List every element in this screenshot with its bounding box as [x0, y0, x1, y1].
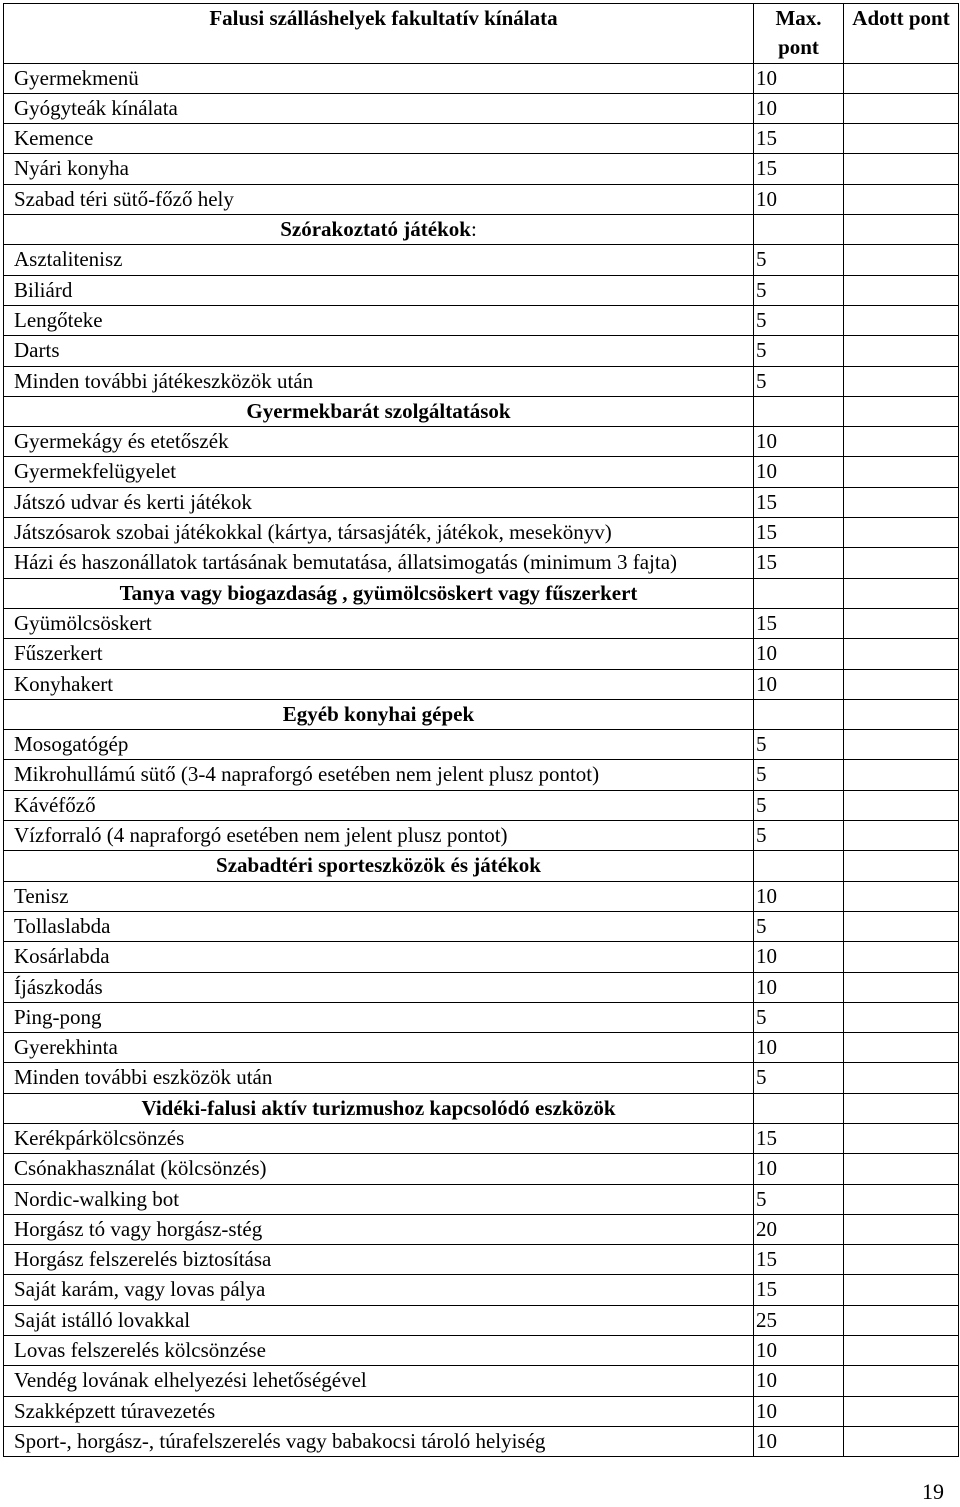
section-title — [4, 396, 754, 426]
service-name-cell: Szakképzett túravezetés — [4, 1396, 754, 1426]
max-points-cell: 15 — [754, 548, 844, 578]
awarded-points-cell — [844, 1366, 959, 1396]
max-points-cell: 15 — [754, 1275, 844, 1305]
max-points-cell: 10 — [754, 93, 844, 123]
section-header-row — [4, 215, 959, 245]
max-points-cell: 5 — [754, 760, 844, 790]
service-name-cell: Kosárlabda — [4, 942, 754, 972]
awarded-points-cell — [844, 1426, 959, 1456]
max-points-cell: 15 — [754, 154, 844, 184]
table-row — [4, 1154, 959, 1184]
max-points-cell: 15 — [754, 608, 844, 638]
section-title-text: Egyéb konyhai gépek — [282, 701, 475, 726]
section-title-text: Szórakoztató játékok — [280, 217, 471, 242]
awarded-points-cell — [844, 63, 959, 93]
table-row — [4, 1245, 959, 1275]
awarded-points-cell — [844, 1275, 959, 1305]
max-points-cell — [754, 1093, 844, 1123]
table-row — [4, 518, 959, 548]
awarded-points-header: Adott pont — [844, 4, 959, 64]
max-points-cell — [754, 215, 844, 245]
max-points-cell: 10 — [754, 881, 844, 911]
awarded-points-cell — [844, 548, 959, 578]
table-row — [4, 1123, 959, 1153]
max-points-cell: 5 — [754, 245, 844, 275]
awarded-points-cell — [844, 972, 959, 1002]
service-name-cell: Minden további játékeszközök után — [4, 366, 754, 396]
awarded-points-cell — [844, 669, 959, 699]
service-name-cell: Horgász felszerelés biztosítása — [4, 1245, 754, 1275]
awarded-points-cell — [844, 1154, 959, 1184]
service-name-cell: Fűszerkert — [4, 639, 754, 669]
table-row — [4, 1063, 959, 1093]
awarded-points-cell — [844, 1396, 959, 1426]
service-name-cell: Kerékpárkölcsönzés — [4, 1123, 754, 1153]
table-row — [4, 184, 959, 214]
max-points-cell: 10 — [754, 1154, 844, 1184]
service-name-cell: Gyermekágy és etetőszék — [4, 427, 754, 457]
max-points-cell: 10 — [754, 1366, 844, 1396]
max-points-cell: 15 — [754, 518, 844, 548]
table-row — [4, 1002, 959, 1032]
max-points-cell: 5 — [754, 275, 844, 305]
section-title — [4, 215, 754, 245]
max-points-cell: 10 — [754, 1426, 844, 1456]
awarded-points-cell — [844, 1123, 959, 1153]
table-row — [4, 548, 959, 578]
service-name-cell: Kávéfőző — [4, 790, 754, 820]
table-row — [4, 608, 959, 638]
awarded-points-cell — [844, 336, 959, 366]
max-points-cell — [754, 396, 844, 426]
awarded-points-cell — [844, 730, 959, 760]
optional-services-score-table — [3, 3, 959, 1457]
table-row — [4, 942, 959, 972]
max-points-cell: 20 — [754, 1214, 844, 1244]
max-points-cell: 10 — [754, 63, 844, 93]
awarded-points-cell — [844, 881, 959, 911]
awarded-points-cell — [844, 1336, 959, 1366]
table-row — [4, 1396, 959, 1426]
max-points-cell: 15 — [754, 1123, 844, 1153]
max-points-cell: 25 — [754, 1305, 844, 1335]
service-name-cell: Saját istálló lovakkal — [4, 1305, 754, 1335]
awarded-points-cell — [844, 942, 959, 972]
section-title-text: Vidéki-falusi aktív turizmushoz kapcsolódó eszközök — [141, 1095, 616, 1120]
awarded-points-cell — [844, 1093, 959, 1123]
awarded-points-cell — [844, 215, 959, 245]
table-row — [4, 487, 959, 517]
table-row — [4, 93, 959, 123]
awarded-points-cell — [844, 760, 959, 790]
awarded-points-cell — [844, 305, 959, 335]
table-row — [4, 275, 959, 305]
table-row — [4, 821, 959, 851]
service-name-cell: Nyári konyha — [4, 154, 754, 184]
awarded-points-cell — [844, 396, 959, 426]
section-title — [4, 578, 754, 608]
page-number: 19 — [922, 1479, 944, 1504]
table-body — [4, 63, 959, 1457]
awarded-points-cell — [844, 1002, 959, 1032]
section-title — [4, 851, 754, 881]
table-row — [4, 1336, 959, 1366]
section-title — [4, 1093, 754, 1123]
service-name-cell: Nordic-walking bot — [4, 1184, 754, 1214]
max-points-cell: 5 — [754, 1002, 844, 1032]
table-row — [4, 911, 959, 941]
max-points-cell: 15 — [754, 124, 844, 154]
max-points-cell: 5 — [754, 1184, 844, 1214]
service-name-cell: Játszó udvar és kerti játékok — [4, 487, 754, 517]
service-name-cell: Házi és haszonállatok tartásának bemutatása, állatsimogatás (minimum 3 fajta) — [4, 548, 754, 578]
awarded-points-cell — [844, 1305, 959, 1335]
table-row — [4, 639, 959, 669]
max-points-cell: 5 — [754, 366, 844, 396]
service-name-cell: Asztalitenisz — [4, 245, 754, 275]
table-row — [4, 1214, 959, 1244]
section-header-row — [4, 1093, 959, 1123]
table-row — [4, 63, 959, 93]
service-name-cell: Tenisz — [4, 881, 754, 911]
section-title-text: Gyermekbarát szolgáltatások — [246, 398, 511, 423]
awarded-points-cell — [844, 487, 959, 517]
service-name-cell: Mosogatógép — [4, 730, 754, 760]
table-row — [4, 760, 959, 790]
awarded-points-cell — [844, 124, 959, 154]
table-row — [4, 457, 959, 487]
table-row — [4, 881, 959, 911]
service-name-cell: Mikrohullámú sütő (3-4 napraforgó esetében nem jelent plusz pontot) — [4, 760, 754, 790]
service-name-cell: Gyermekmenü — [4, 63, 754, 93]
max-points-cell: 10 — [754, 639, 844, 669]
awarded-points-cell — [844, 366, 959, 396]
table-row — [4, 730, 959, 760]
service-name-cell: Darts — [4, 336, 754, 366]
service-name-cell: Konyhakert — [4, 669, 754, 699]
table-row — [4, 669, 959, 699]
max-points-cell — [754, 851, 844, 881]
max-points-cell: 10 — [754, 942, 844, 972]
service-name-cell: Tollaslabda — [4, 911, 754, 941]
table-header-row — [4, 4, 959, 64]
service-name-cell: Ping-pong — [4, 1002, 754, 1032]
max-points-cell: 10 — [754, 1033, 844, 1063]
table-row — [4, 305, 959, 335]
service-name-cell: Csónakhasználat (kölcsönzés) — [4, 1154, 754, 1184]
table-row — [4, 790, 959, 820]
awarded-points-cell — [844, 1214, 959, 1244]
section-header-row — [4, 578, 959, 608]
table-row — [4, 336, 959, 366]
awarded-points-cell — [844, 821, 959, 851]
awarded-points-cell — [844, 93, 959, 123]
awarded-points-cell — [844, 518, 959, 548]
max-points-cell: 15 — [754, 487, 844, 517]
awarded-points-cell — [844, 608, 959, 638]
max-points-cell: 10 — [754, 457, 844, 487]
max-points-cell: 10 — [754, 1336, 844, 1366]
service-name-cell: Szabad téri sütő-főző hely — [4, 184, 754, 214]
max-points-cell: 5 — [754, 790, 844, 820]
table-row — [4, 972, 959, 1002]
service-name-cell: Minden további eszközök után — [4, 1063, 754, 1093]
section-title — [4, 699, 754, 729]
max-points-cell: 10 — [754, 427, 844, 457]
service-name-cell: Gyermekfelügyelet — [4, 457, 754, 487]
max-points-cell — [754, 699, 844, 729]
awarded-points-cell — [844, 851, 959, 881]
service-name-cell: Gyerekhinta — [4, 1033, 754, 1063]
section-header-row — [4, 851, 959, 881]
awarded-points-cell — [844, 790, 959, 820]
table-row — [4, 1305, 959, 1335]
awarded-points-cell — [844, 427, 959, 457]
table-row — [4, 124, 959, 154]
awarded-points-cell — [844, 275, 959, 305]
max-points-cell: 5 — [754, 305, 844, 335]
awarded-points-cell — [844, 245, 959, 275]
max-points-cell: 5 — [754, 821, 844, 851]
service-name-cell: Játszósarok szobai játékokkal (kártya, társasjáték, játékok, mesekönyv) — [4, 518, 754, 548]
table-row — [4, 245, 959, 275]
max-points-cell: 5 — [754, 1063, 844, 1093]
service-name-cell: Vízforraló (4 napraforgó esetében nem jelent plusz pontot) — [4, 821, 754, 851]
awarded-points-cell — [844, 578, 959, 608]
table-row — [4, 427, 959, 457]
section-header-row — [4, 699, 959, 729]
awarded-points-cell — [844, 1063, 959, 1093]
service-name-cell: Lovas felszerelés kölcsönzése — [4, 1336, 754, 1366]
max-points-cell: 5 — [754, 336, 844, 366]
section-title-text: Szabadtéri sporteszközök és játékok — [216, 853, 541, 878]
max-points-cell — [754, 578, 844, 608]
awarded-points-cell — [844, 154, 959, 184]
service-name-cell: Sport-, horgász-, túrafelszerelés vagy babakocsi tároló helyiség — [4, 1426, 754, 1456]
section-title-text: Tanya vagy biogazdaság , gyümölcsöskert vagy fűszerkert — [119, 580, 638, 605]
table-row — [4, 154, 959, 184]
awarded-points-cell — [844, 1184, 959, 1214]
max-points-cell: 5 — [754, 730, 844, 760]
awarded-points-cell — [844, 1245, 959, 1275]
max-points-cell: 15 — [754, 1245, 844, 1275]
max-points-cell: 10 — [754, 184, 844, 214]
awarded-points-cell — [844, 1033, 959, 1063]
service-name-cell: Gyümölcsöskert — [4, 608, 754, 638]
table-row — [4, 1275, 959, 1305]
service-name-cell: Lengőteke — [4, 305, 754, 335]
max-points-cell: 10 — [754, 1396, 844, 1426]
service-name-cell: Gyógyteák kínálata — [4, 93, 754, 123]
service-name-cell: Biliárd — [4, 275, 754, 305]
awarded-points-cell — [844, 457, 959, 487]
max-points-cell: 5 — [754, 911, 844, 941]
max-points-header: Max. pont — [754, 4, 844, 64]
table-row — [4, 1033, 959, 1063]
max-points-cell: 10 — [754, 669, 844, 699]
awarded-points-cell — [844, 699, 959, 729]
awarded-points-cell — [844, 639, 959, 669]
awarded-points-cell — [844, 911, 959, 941]
table-row — [4, 1184, 959, 1214]
service-name-cell: Saját karám, vagy lovas pálya — [4, 1275, 754, 1305]
table-title: Falusi szálláshelyek fakultatív kínálata — [4, 4, 754, 64]
table-row — [4, 1426, 959, 1456]
service-name-cell: Horgász tó vagy horgász-stég — [4, 1214, 754, 1244]
service-name-cell: Íjászkodás — [4, 972, 754, 1002]
service-name-cell: Vendég lovának elhelyezési lehetőségével — [4, 1366, 754, 1396]
max-points-cell: 10 — [754, 972, 844, 1002]
table-row — [4, 366, 959, 396]
section-header-row — [4, 396, 959, 426]
table-row — [4, 1366, 959, 1396]
awarded-points-cell — [844, 184, 959, 214]
service-name-cell: Kemence — [4, 124, 754, 154]
section-title-suffix: : — [470, 217, 477, 242]
